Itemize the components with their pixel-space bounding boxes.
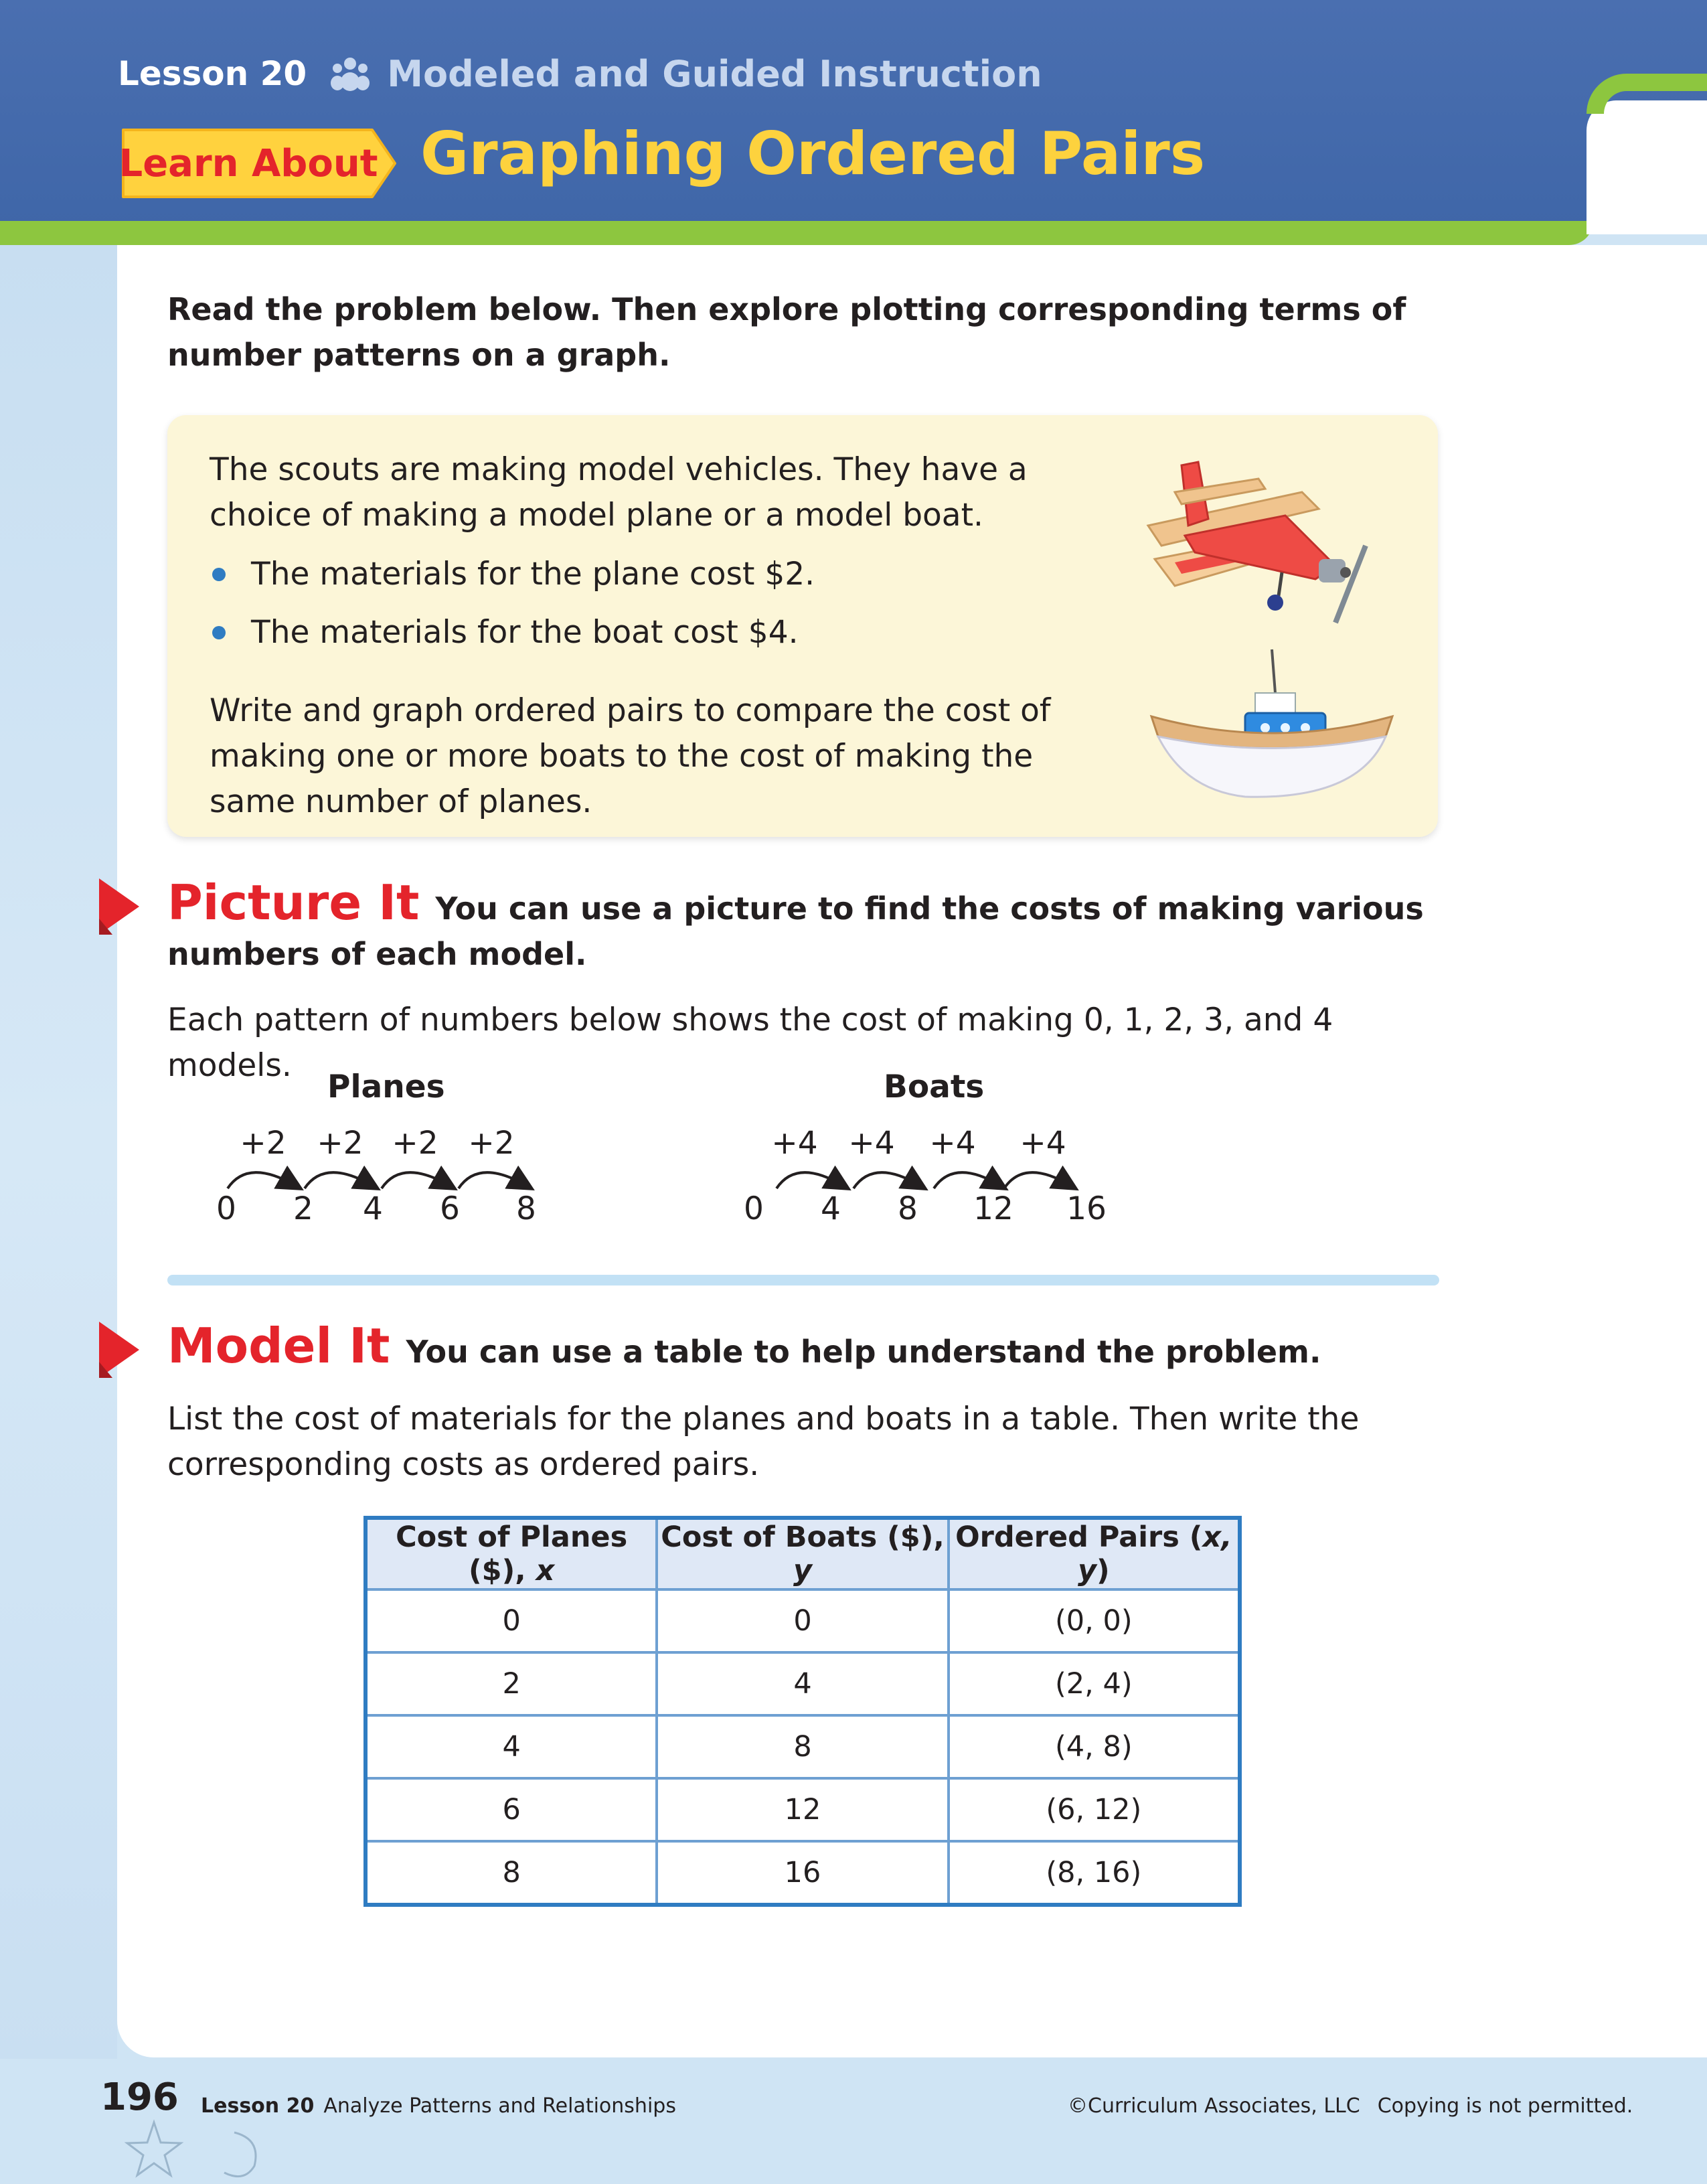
table-cell: 8	[657, 1715, 948, 1778]
decorative-stars-icon	[94, 2119, 281, 2184]
plane-step-label: +2	[468, 1125, 515, 1162]
boat-step-arrow	[854, 1172, 919, 1188]
boat-step-label: +4	[1020, 1125, 1066, 1162]
group-people-icon	[327, 54, 374, 94]
table-row	[365, 1841, 1240, 1905]
model-boat-icon	[1145, 643, 1399, 803]
plane-term: 4	[363, 1190, 383, 1227]
plane-term: 2	[293, 1190, 313, 1227]
table-cell: 0	[365, 1589, 657, 1652]
boat-step-label: +4	[848, 1125, 895, 1162]
plane-step-arrow	[382, 1172, 449, 1188]
table-cell: (6, 12)	[949, 1778, 1240, 1841]
bullet-dot-icon	[212, 568, 226, 581]
table-row	[365, 1652, 1240, 1715]
plane-term: 0	[216, 1190, 236, 1227]
plane-step-label: +2	[317, 1125, 363, 1162]
intro-instruction: Read the problem below. Then explore plotting corresponding terms of number patterns on a graph.	[167, 291, 1406, 373]
boat-step-arrow	[1004, 1172, 1070, 1188]
boat-step-label: +4	[771, 1125, 818, 1162]
page-number: 196	[100, 2076, 179, 2119]
header-green-bar	[0, 221, 1593, 245]
table-row	[365, 1715, 1240, 1778]
table-cell: (2, 4)	[949, 1652, 1240, 1715]
table-header-row	[365, 1518, 1240, 1589]
model-it-heading	[167, 1318, 1439, 1375]
table-cell: 12	[657, 1778, 948, 1841]
section-divider	[167, 1275, 1439, 1285]
model-it-description: List the cost of materials for the planes and boats in a table. Then write the corresponding costs as ordered pairs.	[167, 1401, 1360, 1483]
picture-it-title: Picture It	[167, 874, 420, 931]
plane-term: 6	[440, 1190, 460, 1227]
table-cell: (4, 8)	[949, 1715, 1240, 1778]
lesson-title: Graphing Ordered Pairs	[420, 119, 1206, 188]
model-it-flag-icon	[99, 1322, 139, 1378]
table-cell: 4	[657, 1652, 948, 1715]
model-it-subtitle: You can use a table to help understand the problem.	[406, 1334, 1321, 1370]
boat-term: 16	[1066, 1190, 1107, 1227]
learn-about-tag	[118, 126, 399, 201]
bullet-text: The materials for the boat cost $4.	[251, 614, 799, 651]
table-cell: (8, 16)	[949, 1841, 1240, 1905]
column-header: Cost of Boats ($), y	[657, 1518, 948, 1589]
problem-text: The scouts are making model vehicles. They have a choice of making a model plane or a model boat.	[210, 451, 1028, 534]
problem-bullet	[210, 552, 815, 597]
problem-bullet	[210, 610, 799, 655]
boat-step-arrow	[777, 1172, 842, 1188]
footer-lesson	[201, 2094, 676, 2118]
picture-it-subtitle: You can use a picture to find the costs of making various numbers of each model.	[167, 890, 1424, 972]
lesson-line	[118, 54, 1042, 94]
boats-pattern-title: Boats	[884, 1069, 985, 1105]
boat-term: 12	[973, 1190, 1013, 1227]
picture-it-flag-icon	[99, 878, 139, 935]
plane-step-arrow	[305, 1172, 372, 1188]
table-cell: 4	[365, 1715, 657, 1778]
plane-step-arrow	[459, 1172, 525, 1188]
table-cell: 6	[365, 1778, 657, 1841]
cost-table	[363, 1516, 1242, 1907]
picture-it-heading	[167, 874, 1439, 977]
footer-lesson-number: Lesson 20	[201, 2094, 315, 2118]
header-corner	[1587, 100, 1707, 234]
instruction-type: Modeled and Guided Instruction	[387, 52, 1042, 95]
model-plane-icon	[1135, 452, 1402, 633]
lesson-number: Lesson 20	[118, 54, 307, 93]
plane-step-label: +2	[392, 1125, 438, 1162]
boat-step-arrow	[934, 1172, 999, 1188]
table-cell: 2	[365, 1652, 657, 1715]
column-header: Cost of Planes ($), x	[365, 1518, 657, 1589]
table-cell: 8	[365, 1841, 657, 1905]
table-row	[365, 1778, 1240, 1841]
bullet-dot-icon	[212, 626, 226, 639]
column-header: Ordered Pairs (x, y)	[949, 1518, 1240, 1589]
plane-term: 8	[516, 1190, 536, 1227]
footer-copyright	[1068, 2094, 1633, 2118]
picture-it-description: Each pattern of numbers below shows the cost of making 0, 1, 2, 3, and 4 models.	[167, 1002, 1333, 1084]
header-green-curve	[1587, 74, 1707, 114]
plane-step-arrow	[228, 1172, 295, 1188]
table-cell: (0, 0)	[949, 1589, 1240, 1652]
planes-pattern-title: Planes	[327, 1069, 445, 1105]
table-cell: 16	[657, 1841, 948, 1905]
table-cell: 0	[657, 1589, 948, 1652]
footer-lesson-title: Analyze Patterns and Relationships	[323, 2094, 676, 2118]
copyright-text: ©Curriculum Associates, LLC	[1068, 2094, 1360, 2118]
boat-term: 8	[898, 1190, 918, 1227]
learn-about-label: Learn About	[118, 141, 378, 185]
boat-term: 4	[821, 1190, 841, 1227]
boat-step-label: +4	[929, 1125, 976, 1162]
bullet-text: The materials for the plane cost $2.	[251, 556, 815, 593]
page-background-left	[0, 221, 117, 2062]
model-it-title: Model It	[167, 1318, 390, 1374]
table-row	[365, 1589, 1240, 1652]
problem-task-text: Write and graph ordered pairs to compare the cost of making one or more boats to the cost of making the same number of planes.	[210, 692, 1051, 820]
boat-term: 0	[744, 1190, 764, 1227]
copy-notice: Copying is not permitted.	[1377, 2094, 1633, 2118]
plane-step-label: +2	[240, 1125, 287, 1162]
